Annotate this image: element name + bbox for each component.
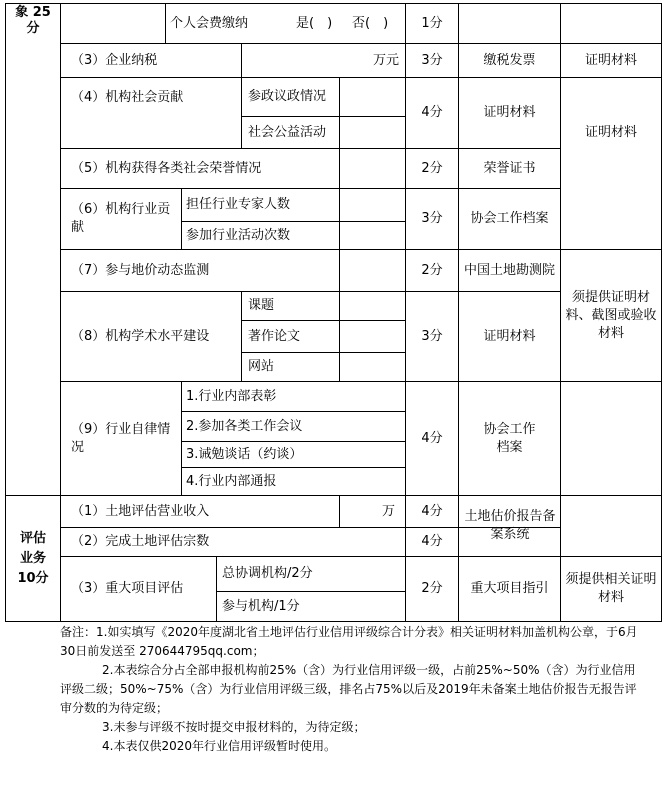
- score: 3分: [421, 328, 443, 344]
- score: 3分: [421, 52, 443, 68]
- source: 协会工作档案: [470, 211, 549, 226]
- source: 土地估价报告备案系统: [464, 509, 556, 542]
- revenue-label: （1）土地评估营业收入: [71, 503, 210, 519]
- sub-item: 3.诫勉谈话（约谈）: [186, 446, 303, 462]
- discipline-label: （9）行业自律情况: [71, 421, 171, 455]
- honor-label: （5）机构获得各类社会荣誉情况: [71, 160, 262, 176]
- count-label: （2）完成土地评估宗数: [71, 534, 210, 549]
- sub-item: 总协调机构/2分: [222, 566, 313, 581]
- score: 1分: [421, 15, 443, 31]
- source: 中国土地勘测院: [463, 262, 555, 278]
- tax-unit: 万元: [372, 52, 399, 68]
- material: 证明材料: [584, 125, 637, 140]
- source: 缴税发票: [483, 52, 536, 68]
- industry-label: （6）机构行业贡献: [71, 202, 171, 235]
- source: 证明材料: [483, 105, 536, 120]
- score: 4分: [421, 534, 443, 549]
- material: 须提供相关证明材料: [565, 572, 657, 605]
- academic-label: （8）机构学术水平建设: [71, 328, 210, 344]
- dues-label: 个人会费缴纳: [170, 15, 249, 31]
- remark-4: 4.本表仅供2020年行业信用评级暂时使用。: [102, 739, 336, 753]
- tax-label: （3）企业纳税: [71, 52, 158, 68]
- remark-2: 2.本表综合分占全部申报机构前25%（含）为行业信用评级一级，占前25%~50%（含）为行业信用评级二级；50%~75%（含）为行业信用评级三级，排名占75%以后及2019年未备案土地估价报告无报告评审分数的为待定级；: [60, 663, 637, 715]
- source: 协会工作 档案: [483, 421, 536, 455]
- sub-item: 著作论文: [248, 328, 301, 344]
- sub-item: 参加行业活动次数: [186, 227, 291, 243]
- source: 重大项目指引: [470, 581, 549, 596]
- dues-yes: 是( ): [296, 15, 333, 31]
- material: 证明材料: [584, 52, 637, 68]
- score: 2分: [421, 262, 443, 278]
- remarks: [60, 623, 645, 756]
- score: 4分: [421, 503, 443, 519]
- sub-item: 1.行业内部表彰: [186, 388, 277, 404]
- sub-item: 参与机构/1分: [222, 598, 300, 614]
- major-project-label: （3）重大项目评估: [71, 581, 184, 596]
- score: 4分: [421, 105, 443, 120]
- sub-item: 2.参加各类工作会议: [186, 418, 303, 434]
- material: 须提供证明材料、截图或验收材料: [565, 289, 657, 341]
- sub-item: 网站: [248, 359, 275, 374]
- dues-no: 否( ): [352, 15, 389, 31]
- sub-item: 课题: [248, 298, 275, 313]
- score: 3分: [421, 211, 443, 226]
- score: 2分: [421, 160, 443, 176]
- remark-1: 备注：1.如实填写《2020年度湖北省土地评估行业信用评级综合计分表》相关证明材料加盖机构公章，于6月30日前发送至 270644795qq.com；: [60, 625, 638, 658]
- score: 2分: [421, 581, 443, 596]
- sub-item: 担任行业专家人数: [186, 197, 291, 212]
- source: 荣誉证书: [483, 160, 536, 176]
- revenue-unit: 万: [381, 503, 395, 519]
- section-label-business: 评估 业务 10分: [17, 530, 49, 586]
- monitor-label: （7）参与地价动态监测: [71, 262, 210, 278]
- sub-item: 社会公益活动: [248, 124, 327, 140]
- contribution-label: （4）机构社会贡献: [71, 90, 184, 105]
- score: 4分: [421, 430, 443, 446]
- source: 证明材料: [483, 328, 536, 344]
- sub-item: 4.行业内部通报: [186, 473, 277, 489]
- remark-3: 3.未参与评级不按时提交申报材料的，为待定级；: [102, 720, 366, 734]
- sub-item: 参政议政情况: [248, 89, 327, 104]
- section-label-social: 象 25 分: [15, 5, 51, 36]
